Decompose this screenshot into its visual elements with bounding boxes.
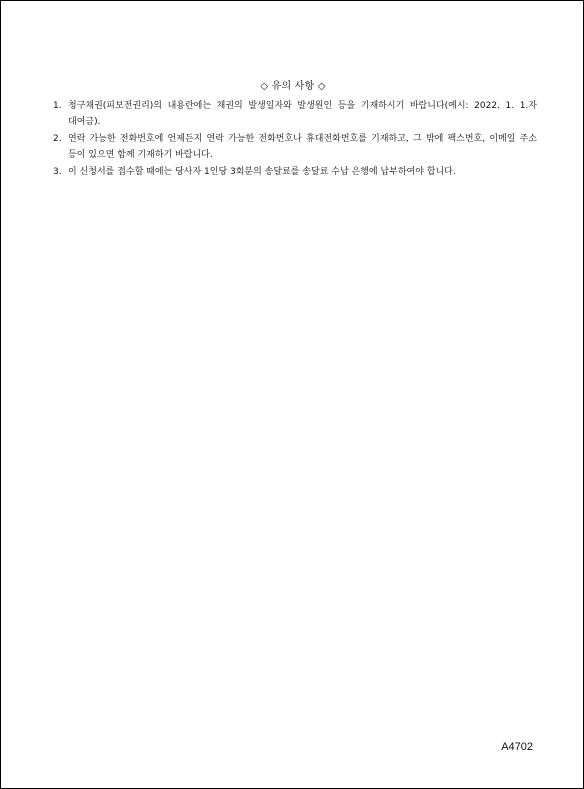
notice-title: ◇ 유의 사항 ◇ <box>260 81 326 92</box>
notice-item <box>53 99 537 130</box>
notice-item-text: 연락 가능한 전화번호에 언제든지 연락 가능한 전화번호나 휴대전화번호를 기재하고, 그 밖에 팩스번호, 이메일 주소 등이 있으면 함께 기재하기 바랍니다. <box>68 134 537 160</box>
notice-item-number: 3. <box>53 167 62 177</box>
form-code: A4702 <box>501 741 533 753</box>
notice-list <box>53 99 537 183</box>
notice-item-number: 1. <box>53 101 62 111</box>
notice-item-number: 2. <box>53 134 62 144</box>
notice-item <box>53 165 537 181</box>
notice-item <box>53 132 537 163</box>
notice-item-text: 이 신청서를 접수할 때에는 당사자 1인당 3회분의 송달료를 송달료 수납 은행에 납부하여야 합니다. <box>68 167 456 177</box>
notice-item-text: 청구채권(피보전권리)의 내용란에는 채권의 발생일자와 발생원인 등을 기재하시기 바랍니다(예시: 2022. 1. 1.자 대여금). <box>68 101 537 127</box>
